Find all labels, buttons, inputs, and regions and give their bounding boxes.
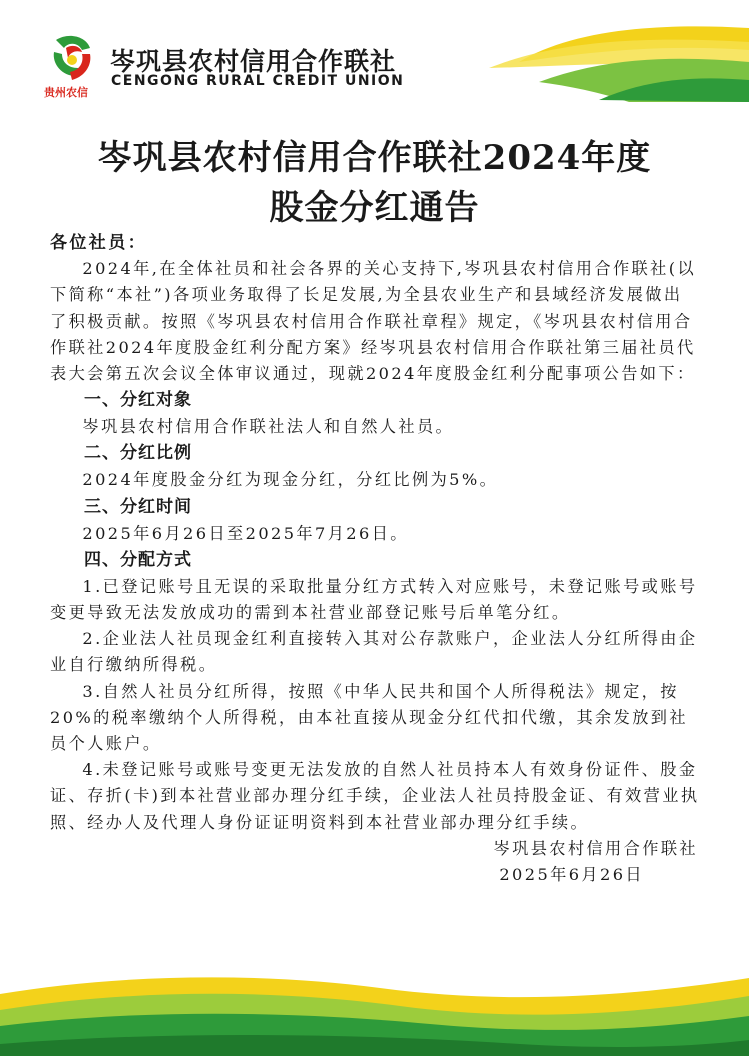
- section-heading: 三、分红时间: [84, 496, 192, 517]
- guizhou-rural-credit-logo-icon: [46, 32, 98, 84]
- bottom-wave-decoration: [0, 964, 749, 1056]
- section-heading: 一、分红对象: [84, 390, 192, 411]
- intro-paragraph: 2024年,在全体社员和社会各界的关心支持下,岑巩县农村信用合作联社(以下简称“本社”)各项业务取得了长足发展,为全县农业生产和县域经济发展做出了积极贡献。按照《岑巩县农村信用合作联社章程》规定，《岑巩县农村信用合作联社2024年度股金红利分配方案》经岑巩县农村信用合作联社第三届社员代表大会第五次会议全体审议通过，现就2024年度股金红利分配事项公告如下：: [50, 259, 697, 384]
- section-paragraph: 2025年6月26日至2025年7月26日。: [82, 523, 409, 543]
- notice-body: [50, 230, 700, 888]
- section-paragraph: 3.自然人社员分红所得，按照《中华人民共和国个人所得税法》规定，按20%的税率缴纳个人所得税，由本社直接从现金分红代扣代缴，其余发放到社员个人账户。: [50, 681, 688, 754]
- header: [0, 0, 749, 110]
- section-paragraph: 2.企业法人社员现金红利直接转入其对公存款账户，企业法人分红所得由企业自行缴纳所得税。: [50, 629, 698, 675]
- top-wave-decoration: [479, 22, 749, 102]
- section-paragraph: 1.已登记账号且无误的采取批量分红方式转入对应账号，未登记账号或账号变更导致无法发放成功的需到本社营业部登记账号后单笔分红。: [50, 576, 698, 623]
- org-name-en: CENGONG RURAL CREDIT UNION: [111, 73, 405, 89]
- section-paragraph: 2024年度股金分红为现金分红，分红比例为5%。: [82, 470, 499, 490]
- section-heading: 四、分配方式: [84, 549, 192, 570]
- page-title-line1: 岑巩县农村信用合作联社2024年度: [97, 138, 652, 178]
- section-paragraph: 岑巩县农村信用合作联社法人和自然人社员。: [82, 417, 455, 437]
- page-title-line2: 股金分红通告: [269, 188, 480, 228]
- section-heading: 二、分红比例: [84, 443, 192, 464]
- org-name-cn: 岑巩县农村信用合作联社: [110, 47, 397, 76]
- signature: 岑巩县农村信用合作联社: [493, 838, 698, 858]
- signature-date: 2025年6月26日: [499, 865, 644, 885]
- salutation: 各位社员：: [50, 233, 147, 253]
- logo-caption: 贵州农信: [44, 86, 88, 99]
- section-paragraph: 4.未登记账号或账号变更无法发放的自然人社员持本人有效身份证件、股金证、存折(卡)到本社营业部办理分红手续，企业法人社员持股金证、有效营业执照、经办人及代理人身份证证明资料到本社营业部办理分红手续。: [50, 760, 700, 832]
